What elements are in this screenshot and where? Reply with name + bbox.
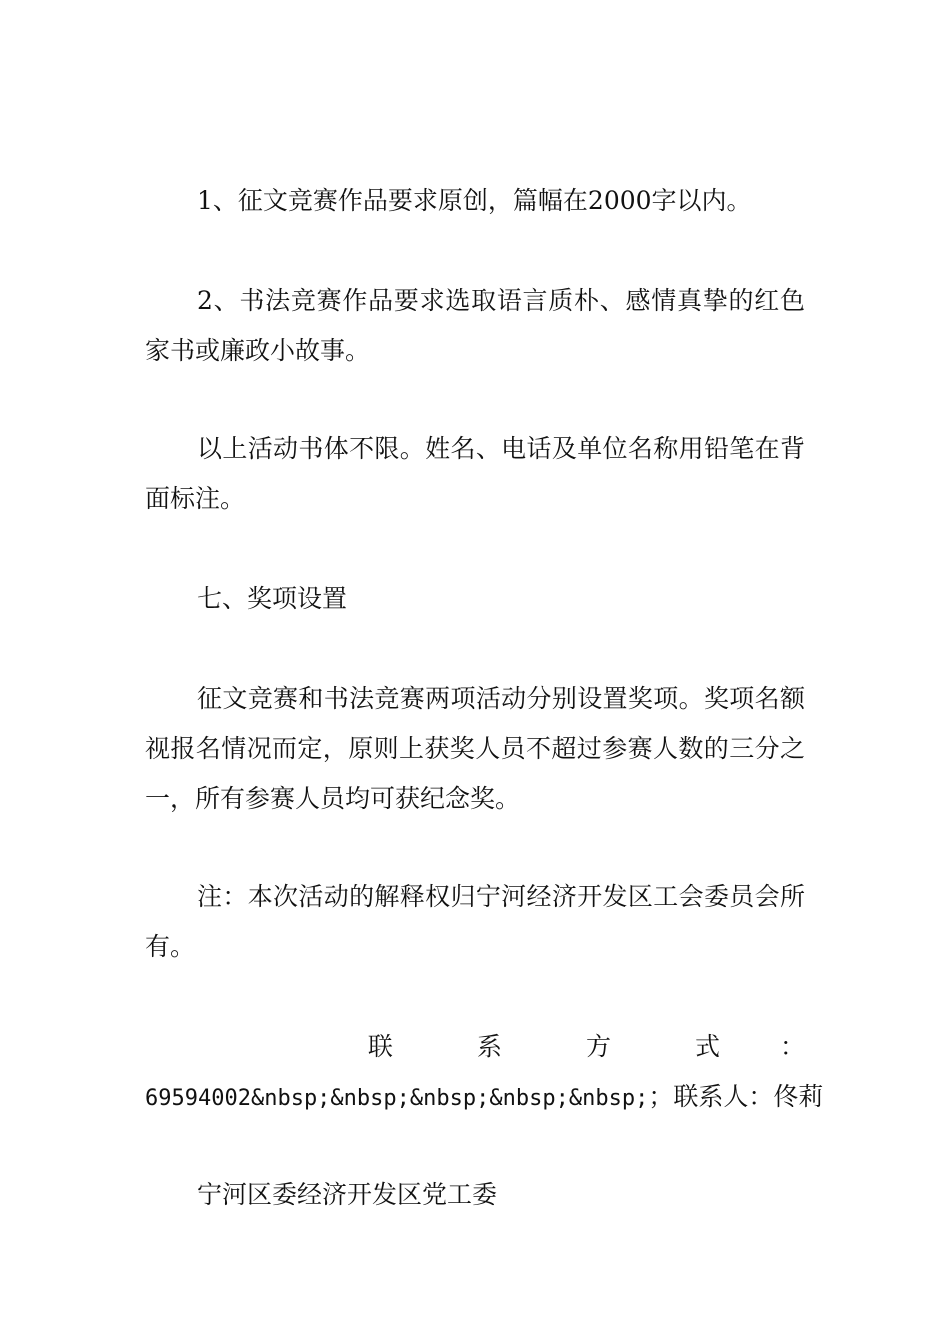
contact-phone: 69594002&nbsp;&nbsp;&nbsp;&nbsp;&nbsp;	[145, 1086, 649, 1111]
contact-label	[145, 1022, 805, 1072]
contact-label-char: 式	[694, 1032, 720, 1061]
contact-label-char: 系	[476, 1032, 502, 1061]
paragraph-calligraphy-requirement: 2、书法竞赛作品要求选取语言质朴、感情真挚的红色家书或廉政小故事。	[145, 286, 805, 365]
paragraph-format-note: 以上活动书体不限。姓名、电话及单位名称用铅笔在背面标注。	[145, 434, 805, 513]
contact-details	[145, 1072, 824, 1124]
paragraph-awards-detail: 征文竞赛和书法竞赛两项活动分别设置奖项。奖项名额视报名情况而定，原则上获奖人员不超过参赛人数的三分之一，所有参赛人员均可获纪念奖。	[145, 684, 805, 813]
contact-person: ；联系人：佟莉	[648, 1082, 824, 1111]
paragraph-essay-requirement: 1、征文竞赛作品要求原创，篇幅在2000字以内。	[197, 186, 752, 215]
contact-label-char: ：	[779, 1032, 805, 1061]
contact-label-char: 联	[367, 1032, 393, 1061]
paragraph-interpretation-note: 注：本次活动的解释权归宁河经济开发区工会委员会所有。	[145, 882, 805, 961]
section-heading-awards: 七、奖项设置	[197, 584, 348, 613]
signature-organization: 宁河区委经济开发区党工委	[197, 1180, 498, 1209]
contact-label-char: 方	[585, 1032, 611, 1061]
